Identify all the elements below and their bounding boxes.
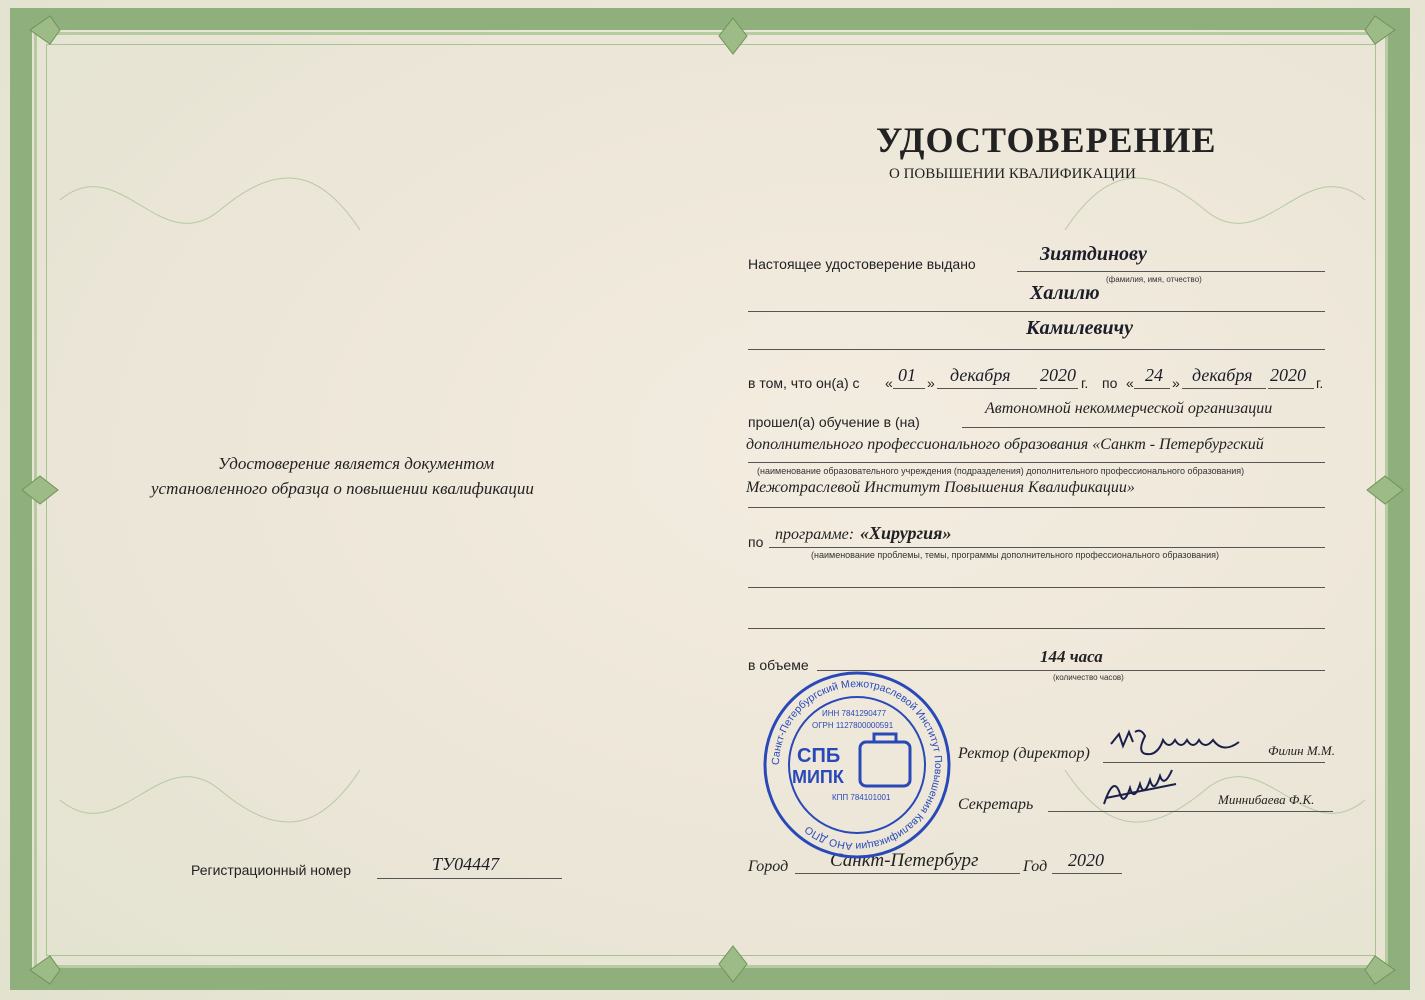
volume-value: 144 часа — [1040, 647, 1103, 666]
from-month: декабря — [950, 365, 1011, 385]
edge-ornament-right-icon — [1367, 476, 1403, 504]
to-day: 24 — [1145, 365, 1163, 385]
to-month: декабря — [1192, 365, 1253, 385]
reg-number-label: Регистрационный номер — [191, 862, 351, 878]
secretary-name: Миннибаева Ф.К. — [1218, 792, 1315, 807]
from-day-open-quote: « — [885, 375, 893, 391]
program-line — [769, 547, 1325, 548]
secretary-signature-icon — [1098, 768, 1193, 814]
study-org-line2: дополнительного профессионального образования «Санкт - Петербургский — [746, 436, 1264, 453]
document-subtitle: О ПОВЫШЕНИИ КВАЛИФИКАЦИИ — [889, 166, 1136, 182]
from-day-line — [893, 388, 925, 389]
to-day-open-quote: « — [1126, 375, 1134, 391]
volume-hint: (количество часов) — [1053, 673, 1124, 682]
program-name: «Хирургия» — [860, 523, 952, 543]
year-label: Год — [1023, 858, 1048, 875]
volume-label: в объеме — [748, 657, 809, 673]
stamp-abbr1: СПБ — [797, 745, 841, 767]
study-org-line3-rule — [748, 507, 1325, 508]
secretary-label: Секретарь — [958, 796, 1034, 813]
stamp-abbr2: МИПК — [792, 767, 844, 787]
issued-label: Настоящее удостоверение выдано — [748, 256, 976, 272]
program-label: по — [748, 534, 764, 550]
city-label: Город — [748, 858, 789, 875]
from-year-line — [1040, 388, 1078, 389]
program-extra-line1 — [748, 587, 1325, 588]
edge-ornament-left-icon — [22, 476, 58, 504]
rector-name: Филин М.М. — [1268, 743, 1335, 758]
study-org-line2-rule — [748, 462, 1325, 463]
stamp-ring-text: Санкт-Петербургский Межотраслевой Институт Повышения Квалификации АНО ДПО — [769, 677, 945, 853]
reg-number-line — [377, 878, 562, 879]
to-word: по — [1102, 375, 1118, 391]
edge-ornament-bottom-icon — [719, 946, 747, 982]
issued-surname: Зиятдинову — [1040, 243, 1147, 265]
stamp-briefcase-icon — [860, 742, 910, 786]
year-value: 2020 — [1068, 850, 1104, 870]
corner-ornament-tr-icon — [1365, 16, 1395, 44]
period-prefix: в том, что он(а) с — [748, 375, 860, 391]
from-year-suffix: г. — [1081, 375, 1089, 391]
study-org-line3: Межотраслевой Институт Повышения Квалификации» — [746, 479, 1135, 496]
left-note-line1: Удостоверение является документом — [218, 454, 495, 473]
issued-patronymic: Камилевичу — [1026, 317, 1133, 339]
fio-hint: (фамилия, имя, отчество) — [1106, 275, 1202, 284]
issued-patronymic-line — [748, 349, 1325, 350]
study-label: прошел(а) обучение в (на) — [748, 414, 920, 430]
study-org-line1-rule — [962, 427, 1325, 428]
city-line — [795, 873, 1020, 874]
document-title: УДОСТОВЕРЕНИЕ — [876, 120, 1217, 160]
left-note-line2: установленного образца о повышении квалификации — [151, 479, 534, 498]
stamp-kpp: КПП 784101001 — [832, 793, 891, 802]
to-year-suffix: г. — [1316, 375, 1324, 391]
rector-label: Ректор (директор) — [958, 745, 1090, 762]
program-hint: (наименование проблемы, темы, программы дополнительного профессионального образования) — [811, 550, 1219, 560]
to-day-close-quote: » — [1172, 375, 1180, 391]
stamp-inn: ИНН 7841290477 — [822, 709, 887, 718]
year-line — [1052, 873, 1122, 874]
program-extra-line2 — [748, 628, 1325, 629]
edge-ornament-top-icon — [719, 18, 747, 54]
to-day-line — [1134, 388, 1170, 389]
organization-stamp — [762, 670, 952, 860]
reg-number-value: ТУ04447 — [432, 854, 500, 874]
rector-signature-icon — [1105, 724, 1265, 774]
to-year: 2020 — [1270, 365, 1306, 385]
issued-surname-line — [1017, 271, 1325, 272]
to-year-line — [1268, 388, 1314, 389]
issued-name: Халилю — [1030, 282, 1100, 304]
from-day: 01 — [898, 365, 916, 385]
corner-ornament-br-icon — [1365, 956, 1395, 984]
stamp-ogrn: ОГРН 1127800000591 — [812, 721, 894, 730]
city-value: Санкт-Петербург — [830, 850, 979, 871]
from-day-close-quote: » — [927, 375, 935, 391]
from-year: 2020 — [1040, 365, 1076, 385]
corner-ornament-bl-icon — [30, 956, 60, 984]
program-prefix: программе: — [775, 526, 855, 543]
corner-ornament-tl-icon — [30, 16, 60, 44]
study-org-line1: Автономной некоммерческой организации — [985, 400, 1273, 417]
from-month-line — [937, 388, 1037, 389]
to-month-line — [1182, 388, 1266, 389]
issued-name-line — [748, 311, 1325, 312]
study-org-hint: (наименование образовательного учреждения (подразделения) дополнительного профессионального образования) — [757, 466, 1245, 476]
